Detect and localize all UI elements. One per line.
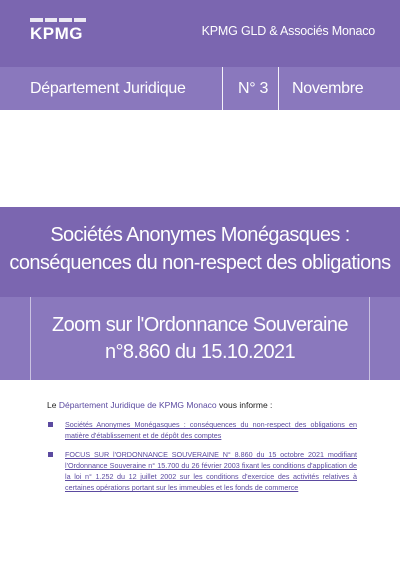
subtitle-line-1: Zoom sur l'Ordonnance Souveraine bbox=[52, 314, 348, 336]
list-item[interactable] bbox=[47, 449, 357, 493]
issue-number: N° 3 bbox=[238, 80, 269, 97]
intro-suffix: vous informe : bbox=[219, 400, 273, 410]
title-line-2: conséquences du non-respect des obligations bbox=[9, 252, 391, 274]
firm-name: KPMG GLD & Associés Monaco bbox=[201, 24, 375, 38]
square-bullet-icon bbox=[48, 422, 53, 427]
intro-prefix: Le bbox=[47, 400, 57, 410]
page-title bbox=[0, 221, 400, 277]
title-line-1: Sociétés Anonymes Monégasques : bbox=[50, 224, 350, 246]
department-bar bbox=[0, 67, 400, 140]
list-item[interactable] bbox=[47, 419, 357, 441]
subtitle-line-2: n°8.860 du 15.10.2021 bbox=[104, 341, 296, 363]
square-bullet-icon bbox=[48, 452, 53, 457]
divider bbox=[222, 67, 223, 110]
list-item-link[interactable]: Sociétés Anonymes Monégasques : conséquences du non-respect des obligations en matière d'établissement et de dépôt des comptes bbox=[65, 420, 357, 440]
contents-list bbox=[47, 419, 357, 501]
list-item-link[interactable]: FOCUS SUR l'ORDONNANCE SOUVERAINE N° 8.860 du 15 octobre 2021 modifiant l'Ordonnance Souveraine n° 15.700 du 26 février 2003 fixant les conditions d'application de la loi n° 1.252 du 12 juillet 2002 sur les conditions d'exercice des activités relatives à certaines opérations portant sur les immeubles et les fonds de commerce bbox=[65, 450, 357, 492]
intro-accent: Département Juridique de KPMG Monaco bbox=[58, 400, 217, 410]
kpmg-logo-mark bbox=[30, 18, 86, 22]
subtitle bbox=[0, 312, 400, 366]
department-name: Département Juridique bbox=[30, 80, 186, 97]
divider bbox=[278, 67, 279, 110]
kpmg-logo: KPMG bbox=[30, 24, 83, 43]
issue-date: Novembre 2021 bbox=[292, 80, 364, 140]
intro-text bbox=[47, 400, 367, 410]
